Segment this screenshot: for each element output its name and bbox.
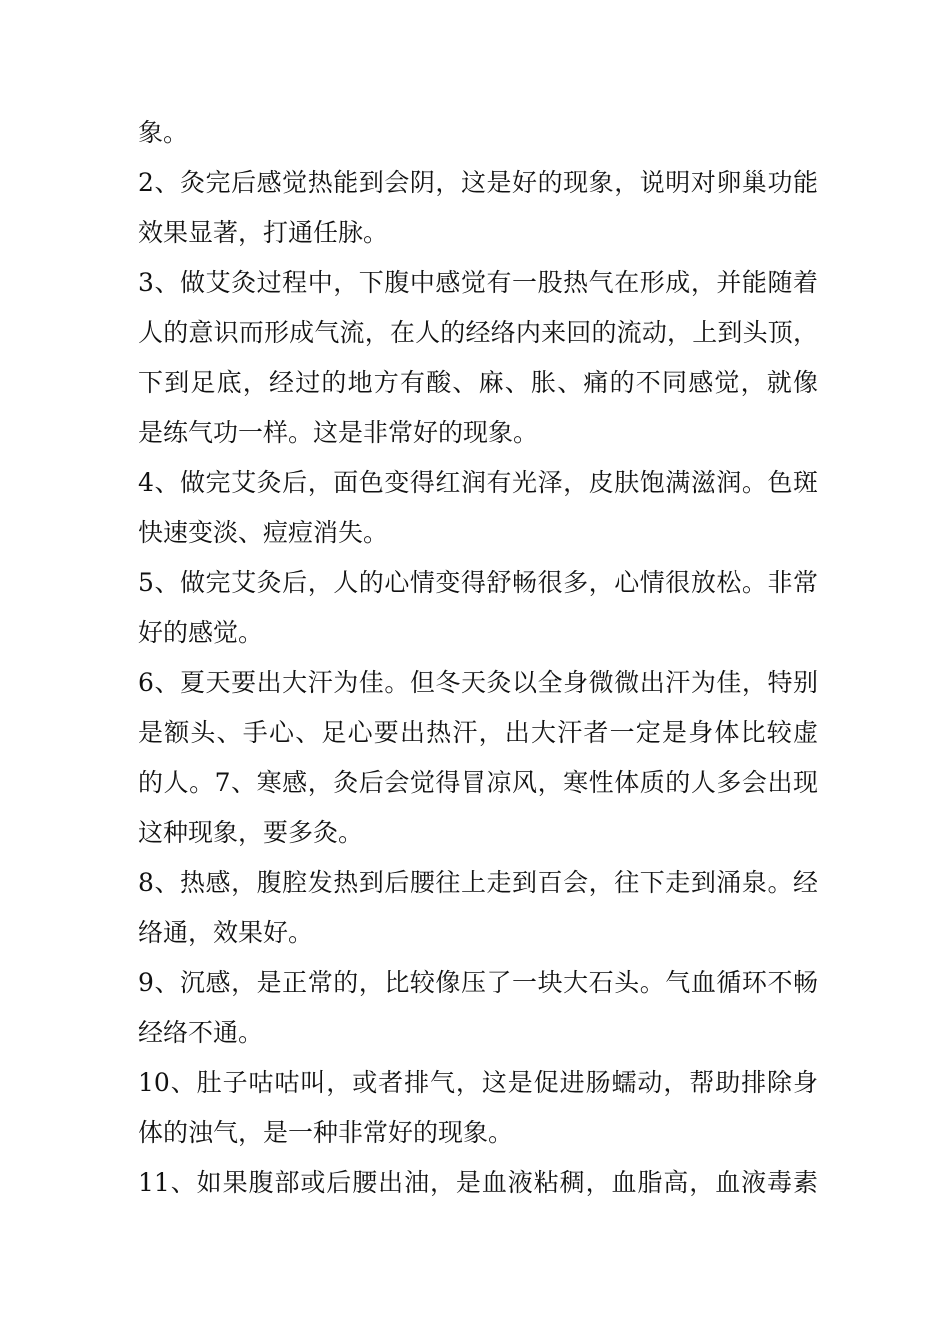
document-body <box>138 108 818 1208</box>
text-line: 6、夏天要出大汗为佳。但冬天灸以全身微微出汗为佳，特别 <box>138 668 818 697</box>
text-line: 好的感觉。 <box>138 618 264 647</box>
text-line: 5、做完艾灸后，人的心情变得舒畅很多，心情很放松。非常 <box>138 568 818 597</box>
text-line: 是练气功一样。这是非常好的现象。 <box>138 418 539 447</box>
text-line: 象。 <box>138 118 189 147</box>
text-line: 是额头、手心、足心要出热汗，出大汗者一定是身体比较虚 <box>138 718 818 747</box>
text-line: 的人。7、寒感，灸后会觉得冒凉风，寒性体质的人多会出现 <box>138 768 818 797</box>
text-line: 11、如果腹部或后腰出油，是血液粘稠，血脂高，血液毒素 <box>138 1168 818 1197</box>
text-line: 下到足底，经过的地方有酸、麻、胀、痛的不同感觉，就像 <box>138 368 818 397</box>
text-line: 2、灸完后感觉热能到会阴，这是好的现象，说明对卵巢功能 <box>138 168 818 197</box>
text-line: 4、做完艾灸后，面色变得红润有光泽，皮肤饱满滋润。色斑 <box>138 468 818 497</box>
text-line: 这种现象，要多灸。 <box>138 818 364 847</box>
text-line: 3、做艾灸过程中，下腹中感觉有一股热气在形成，并能随着 <box>138 268 818 297</box>
text-line: 效果显著，打通任脉。 <box>138 218 389 247</box>
text-line: 10、肚子咕咕叫，或者排气，这是促进肠蠕动，帮助排除身 <box>138 1068 818 1097</box>
text-line: 人的意识而形成气流，在人的经络内来回的流动，上到头顶， <box>138 318 818 347</box>
text-line: 络通，效果好。 <box>138 918 314 947</box>
text-line: 快速变淡、痘痘消失。 <box>138 518 389 547</box>
text-line: 经络不通。 <box>138 1018 264 1047</box>
text-line: 8、热感，腹腔发热到后腰往上走到百会，往下走到涌泉。经 <box>138 868 818 897</box>
text-line: 体的浊气，是一种非常好的现象。 <box>138 1118 514 1147</box>
text-line: 9、沉感，是正常的，比较像压了一块大石头。气血循环不畅 <box>138 968 818 997</box>
